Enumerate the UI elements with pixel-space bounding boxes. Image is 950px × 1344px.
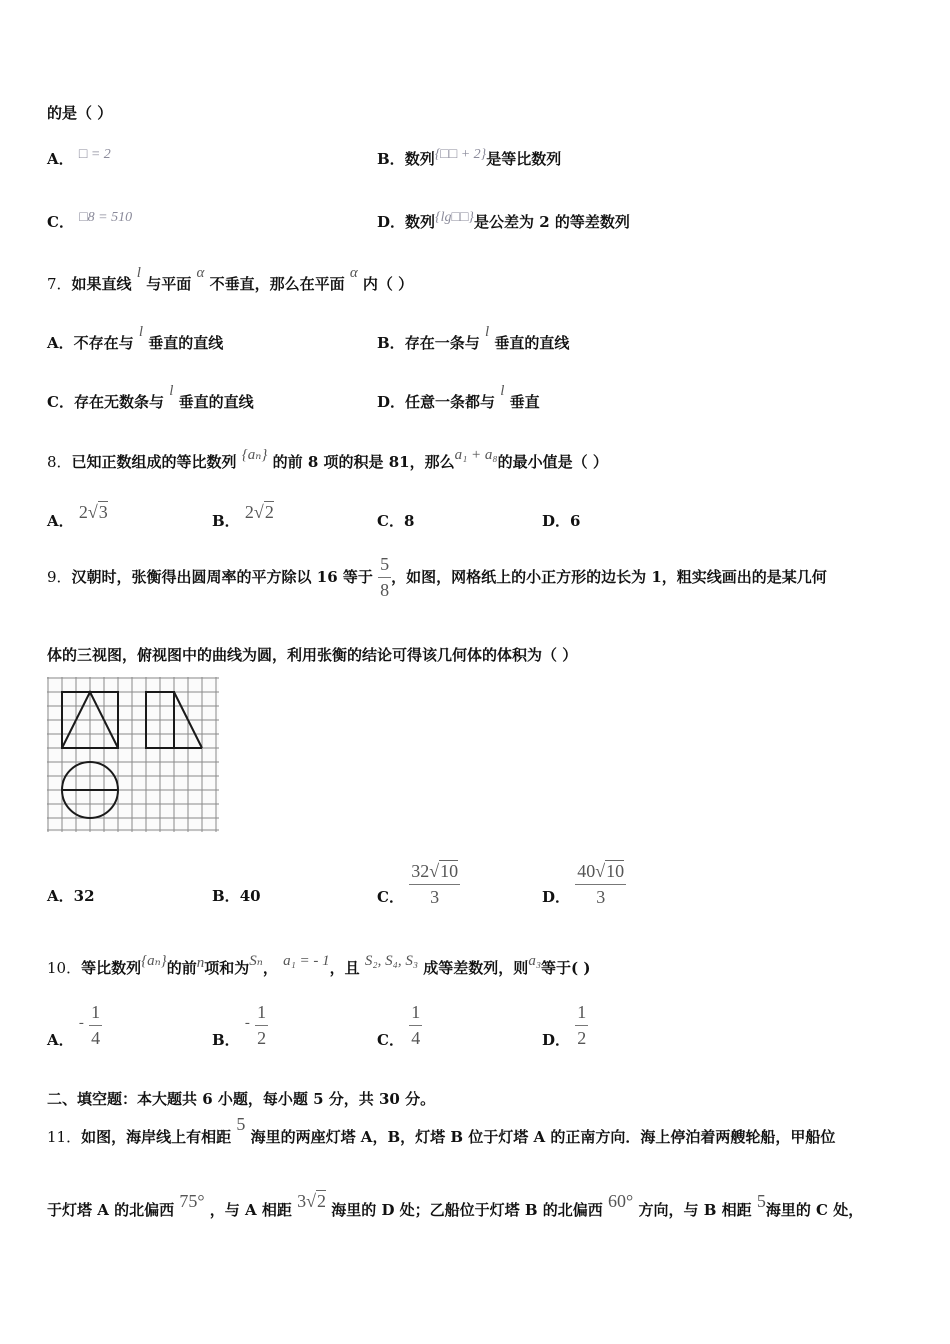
q11-stem-line1: 11．如图，海岸线上有相距 5 海里的两座灯塔 A，B，灯塔 B 位于灯塔 A 的正南方向．海上停泊着两艘轮船，甲船位 [47, 1114, 836, 1146]
q6-d-math: {lg□□} [435, 210, 475, 225]
q9-option-c[interactable]: C． $\frac{32√10}{3}$ [377, 861, 459, 907]
q8-stem: 8．已知正数组成的等比数列 {aₙ} 的前 8 项的积是 81，那么a₁ + a₈的最小值是（ ） [47, 447, 608, 471]
q6-a-math: □ = 2 [78, 147, 111, 162]
q7-option-b[interactable]: B．存在一条与 l 垂直的直线 [377, 324, 570, 352]
q6-stem-tail: 的是（ ） [47, 104, 113, 122]
q9-stem-line1: 9．汉朝时，张衡得出圆周率的平方除以 16 等于 $\frac{5}{8}$ ，如图，网格纸上的小正方形的边长为 1，粗实线画出的是某几何 [47, 554, 827, 600]
q8-option-b[interactable]: B． 2√2 [212, 502, 274, 530]
q8-option-a[interactable]: A． 2√3 [47, 502, 108, 530]
q10-stem: 10．等比数列{aₙ}的前n项和为Sₙ， a₁ = - 1，且 S₂, S₄, S₃ 成等差数列，则a₃等于( ) [47, 953, 591, 977]
q6-option-d[interactable]: D．数列{lg□□}是公差为 2 的等差数列 [377, 210, 630, 231]
q10-option-a[interactable]: A． - $\frac{1}{4}$ [47, 1002, 101, 1049]
q7-option-d[interactable]: D．任意一条都与 l 垂直 [377, 383, 540, 411]
q6-option-b[interactable]: B．数列{□□ + 2}是等比数列 [377, 147, 562, 168]
q10-option-c[interactable]: C． $\frac{1}{4}$ [377, 1002, 421, 1049]
q8-option-c[interactable]: C．8 [377, 512, 415, 530]
q11-stem-line2: 于灯塔 A 的北偏西 75° ，与 A 相距 3√2 海里的 D 处；乙船位于灯塔 B 的北偏西 60° 方向，与 B 相距 5海里的 C 处， [47, 1191, 864, 1219]
q9-stem-line2: 体的三视图，俯视图中的曲线为圆，利用张衡的结论可得该几何体的体积为（ ） [47, 646, 578, 664]
q6-c-math: □8 = 510 [79, 210, 133, 225]
three-view-grid-figure [47, 677, 219, 832]
q6-b-math: {□□ + 2} [434, 147, 487, 162]
q10-option-b[interactable]: B． - $\frac{1}{2}$ [212, 1002, 267, 1049]
q6-option-a[interactable]: A． □ = 2 [47, 147, 111, 168]
q9-option-b[interactable]: B．40 [212, 887, 261, 905]
q9-option-d[interactable]: D． $\frac{40√10}{3}$ [542, 861, 625, 907]
q9-fraction: $\frac{5}{8}$ [380, 554, 390, 600]
section-2-heading: 二、填空题：本大题共 6 小题，每小题 5 分，共 30 分。 [47, 1090, 436, 1108]
q8-option-d[interactable]: D．6 [542, 512, 581, 530]
q9-option-a[interactable]: A．32 [47, 887, 95, 905]
q10-option-d[interactable]: D． $\frac{1}{2}$ [542, 1002, 587, 1049]
q7-option-a[interactable]: A．不存在与 l 垂直的直线 [47, 324, 224, 352]
q6-option-c[interactable]: C． □8 = 510 [47, 210, 133, 231]
q7-option-c[interactable]: C．存在无数条与 l 垂直的直线 [47, 383, 254, 411]
q7-stem: 7．如果直线 l 与平面 α 不垂直，那么在平面 α 内（ ） [47, 265, 414, 293]
